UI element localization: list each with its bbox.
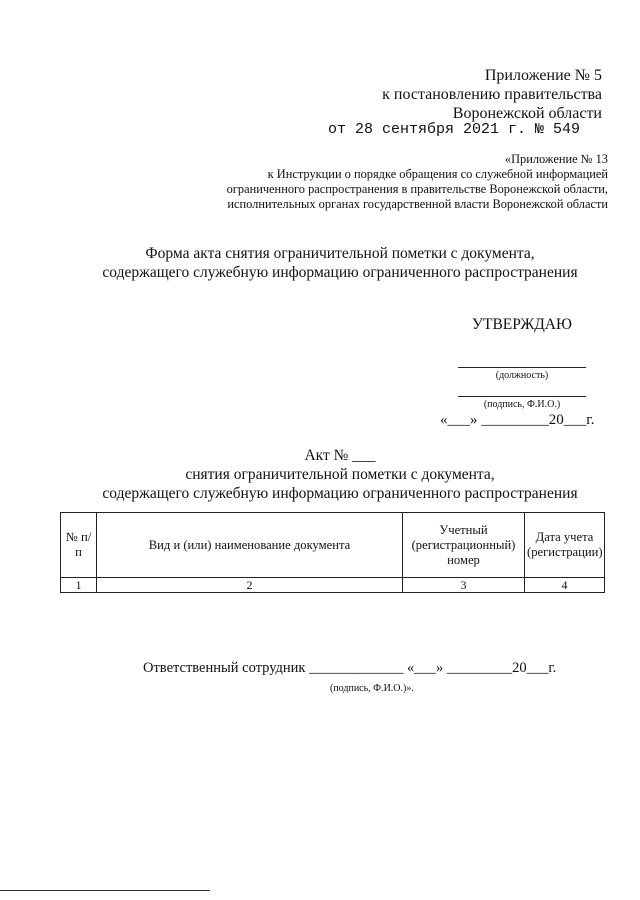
column-number-1: 1 (61, 578, 97, 593)
form-title-line-1: Форма акта снятия ограничительной пометки с документа, (145, 245, 535, 262)
appendix-date: от 28 сентября 2021 г. № 549 (327, 121, 580, 138)
act-title-line-1: снятия ограничительной пометки с документа, (185, 466, 495, 483)
appendix-region: Воронежской области (452, 105, 602, 122)
instruction-line-3: ограниченного распространения в правительстве Воронежской области, (226, 182, 608, 196)
documents-table (60, 512, 605, 593)
responsible-signature-caption: (подпись, Ф.И.О.)». (330, 683, 414, 694)
header-document-type: Вид и (или) наименование документа (97, 513, 403, 578)
header-number: № п/п (61, 513, 97, 578)
approval-heading: УТВЕРЖДАЮ (472, 316, 572, 333)
instruction-appendix: «Приложение № 13 (504, 152, 608, 166)
act-number: Акт № ___ (304, 447, 376, 464)
position-caption: (должность) (495, 370, 549, 381)
responsible-employee-line: Ответственный сотрудник _____________ «___» _________20___г. (143, 660, 557, 676)
signature-line (458, 396, 586, 397)
column-number-4: 4 (525, 578, 605, 593)
appendix-resolution: к постановлению правительства (382, 86, 602, 103)
act-title-line-2: содержащего служебную информацию ограниченного распространения (102, 485, 578, 502)
position-signature-line (458, 367, 586, 368)
form-title-line-2: содержащего служебную информацию ограниченного распространения (102, 264, 578, 281)
signature-caption: (подпись, Ф.И.О.) (483, 399, 561, 410)
footer-divider (0, 890, 210, 891)
column-number-3: 3 (403, 578, 525, 593)
appendix-number: Приложение № 5 (484, 67, 602, 84)
header-registration-date: Дата учета (регистрации) (525, 513, 605, 578)
column-number-2: 2 (97, 578, 403, 593)
instruction-line-2: к Инструкции о порядке обращения со служебной информацией (267, 167, 608, 181)
approval-date: «___» _________20___г. (440, 412, 595, 428)
instruction-line-4: исполнительных органах государственной власти Воронежской области (227, 197, 608, 211)
table-header-row (61, 513, 605, 578)
header-registration-number: Учетный (регистрационный) номер (403, 513, 525, 578)
table-row (61, 578, 605, 593)
